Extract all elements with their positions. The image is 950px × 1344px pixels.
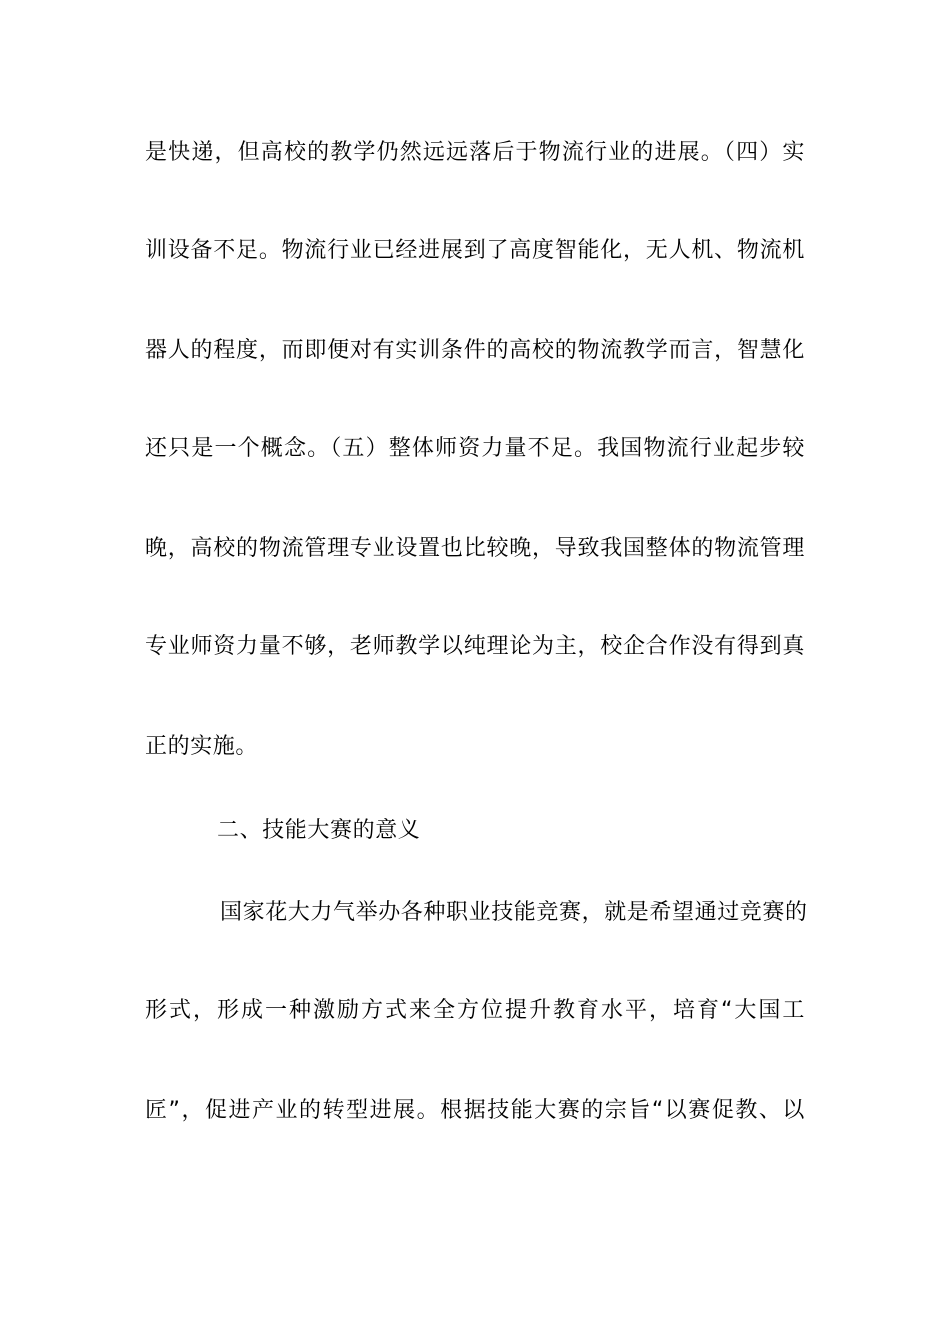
paragraph-line: 训设备不足。物流行业已经进展到了高度智能化，无人机、物流机 [145,238,805,263]
paragraph-line: 器人的程度，而即便对有实训条件的高校的物流教学而言，智慧化 [145,338,805,363]
paragraph-line: 还只是一个概念。（五）整体师资力量不足。我国物流行业起步较 [145,436,805,461]
paragraph-line: 形式，形成一种激励方式来全方位提升教育水平，培育“大国工 [145,998,805,1023]
paragraph-line: 正的实施。 [145,734,259,759]
paragraph-line: 国家花大力气举办各种职业技能竞赛，就是希望通过竞赛的 [220,900,808,925]
paragraph-line: 匠”，促进产业的转型进展。根据技能大赛的宗旨“以赛促教、以 [145,1098,805,1123]
paragraph-line: 晚，高校的物流管理专业设置也比较晚，导致我国整体的物流管理 [145,536,805,561]
section-heading: 二、技能大赛的意义 [217,818,421,843]
paragraph-line: 专业师资力量不够，老师教学以纯理论为主，校企合作没有得到真 [145,634,805,659]
paragraph-line: 是快递，但高校的教学仍然远远落后于物流行业的进展。（四）实 [145,140,805,165]
